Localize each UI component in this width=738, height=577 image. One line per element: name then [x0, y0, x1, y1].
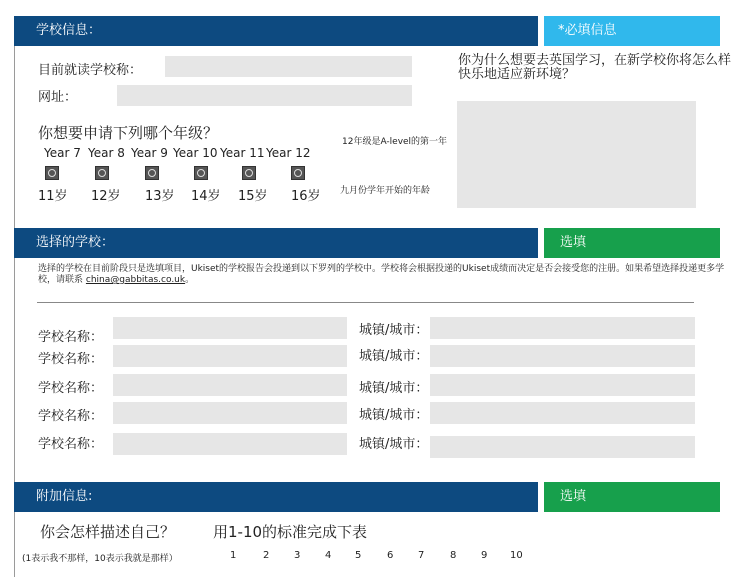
age-label: 11岁	[38, 189, 68, 204]
url-input[interactable]	[117, 85, 412, 106]
required-info-label: *必填信息	[558, 23, 617, 38]
school-name-input[interactable]	[113, 317, 347, 339]
scale-number: 5	[355, 550, 362, 561]
school-name-label: 学校名称：	[38, 437, 104, 452]
school-name-label: 学校名称：	[38, 330, 104, 345]
year-8-radio[interactable]	[95, 166, 109, 180]
city-label: 城镇/城市：	[359, 349, 429, 364]
city-label: 城镇/城市：	[359, 381, 429, 396]
current-school-label: 目前就读学校称：	[38, 63, 143, 78]
optional-label: 选填	[560, 489, 587, 504]
additional-info-header-label: 附加信息:	[36, 489, 93, 504]
required-info-tag	[544, 16, 720, 46]
grade-question: 你想要申请下列哪个年级？	[38, 124, 219, 142]
school-info-header	[14, 16, 538, 46]
september-age-note: 九月份学年开始的年龄	[340, 186, 431, 196]
describe-yourself-question: 你会怎样描述自己？	[40, 523, 176, 541]
school-name-label: 学校名称：	[38, 409, 104, 424]
current-school-input[interactable]	[165, 56, 412, 77]
year-option-label: Year 7	[44, 146, 81, 160]
scale-number: 7	[418, 550, 425, 561]
why-uk-question: 你为什么想要去英国学习，在新学校你将怎么样快乐地适应新环境？	[458, 53, 732, 82]
scale-number: 4	[325, 550, 332, 561]
school-info-header-label: 学校信息：	[36, 23, 102, 38]
age-label: 12岁	[91, 189, 121, 204]
scale-number: 6	[387, 550, 394, 561]
section-divider	[37, 302, 694, 303]
year-7-radio[interactable]	[45, 166, 59, 180]
year-option-label: Year 8	[88, 146, 125, 160]
year-11-radio[interactable]	[242, 166, 256, 180]
year-option-label: Year 9	[131, 146, 168, 160]
city-input[interactable]	[430, 317, 695, 339]
why-uk-answer-box[interactable]	[457, 101, 696, 208]
scale-number: 1	[230, 550, 237, 561]
year-10-radio[interactable]	[194, 166, 208, 180]
city-input[interactable]	[430, 345, 695, 367]
age-label: 16岁	[291, 189, 321, 204]
school-name-input[interactable]	[113, 374, 347, 396]
school-name-input[interactable]	[113, 433, 347, 455]
additional-info-header	[14, 482, 538, 512]
year-9-radio[interactable]	[145, 166, 159, 180]
additional-info-optional-tag	[544, 482, 720, 512]
alevel-note: 12年级是A-level的第一年	[342, 137, 448, 147]
year-option-label: Year 12	[266, 146, 311, 160]
city-input[interactable]	[430, 402, 695, 424]
description-end: 。	[185, 275, 195, 285]
school-name-input[interactable]	[113, 345, 347, 367]
scale-number: 10	[510, 550, 523, 561]
scale-note: (1表示我不那样，10表示我就是那样）	[22, 554, 178, 564]
age-label: 13岁	[145, 189, 175, 204]
optional-label: 选填	[560, 235, 587, 250]
school-name-input[interactable]	[113, 402, 347, 424]
city-input[interactable]	[430, 436, 695, 458]
age-label: 15岁	[238, 189, 268, 204]
city-label: 城镇/城市：	[359, 408, 429, 423]
chosen-schools-header-label: 选择的学校：	[36, 235, 115, 250]
chosen-schools-header	[14, 228, 538, 258]
city-input[interactable]	[430, 374, 695, 396]
contact-prefix: 请联系	[56, 275, 84, 285]
age-label: 14岁	[191, 189, 221, 204]
city-label: 城镇/城市：	[359, 323, 429, 338]
year-12-radio[interactable]	[291, 166, 305, 180]
year-option-label: Year 11	[220, 146, 265, 160]
scale-instruction: 用1-10的标准完成下表	[213, 523, 368, 541]
school-name-label: 学校名称：	[38, 381, 104, 396]
scale-number: 3	[294, 550, 301, 561]
chosen-schools-optional-tag	[544, 228, 720, 258]
year-option-label: Year 10	[173, 146, 218, 160]
description-text: 选择的学校在目前阶段只是选填项目，Ukiset的学校报告会投递到以下罗列的学校中。学校将会根据投递的Ukiset成绩而决定是否会接受您的注册。如果希望选择投递更多学校，	[38, 264, 725, 285]
url-label: 网址：	[38, 90, 78, 105]
contact-email-link[interactable]: china@gabbitas.co.uk	[85, 275, 186, 285]
scale-number: 2	[263, 550, 270, 561]
chosen-schools-description	[38, 264, 732, 286]
city-label: 城镇/城市：	[359, 437, 429, 452]
scale-number: 9	[481, 550, 488, 561]
scale-number: 8	[450, 550, 457, 561]
school-name-label: 学校名称：	[38, 352, 104, 367]
